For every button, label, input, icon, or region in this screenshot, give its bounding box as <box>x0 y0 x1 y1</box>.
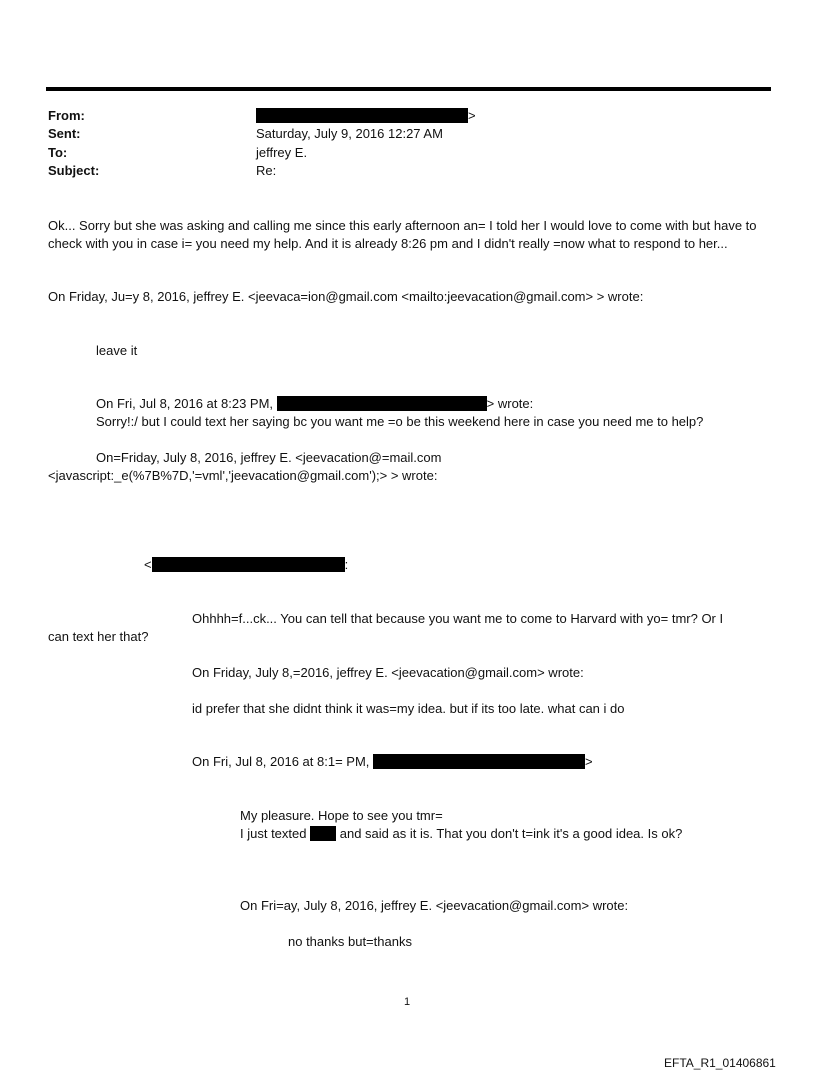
header-rule <box>46 87 771 91</box>
quote2-prefix: On Fri, Jul 8, 2016 at 8:23 PM, <box>96 396 274 411</box>
redaction-bar <box>152 557 345 572</box>
from-suffix: > <box>468 108 476 123</box>
ohhh-line-1: Ohhhh=f...ck... You can tell that because you want me to come to Harvard with yo= tmr? Or I <box>192 611 724 626</box>
from-label: From: <box>48 108 85 123</box>
prefer-line: id prefer that she didnt think it was=my idea. but if its too late. what can i do <box>192 701 625 716</box>
texted-line <box>240 826 682 841</box>
texted-suffix: and said as it is. That you don't t=ink it's a good idea. Is ok? <box>339 826 683 841</box>
redaction-bar <box>277 396 487 411</box>
colon-suffix: : <box>344 557 349 572</box>
quote-header-2 <box>96 396 533 411</box>
document-id: EFTA_R1_01406861 <box>664 1056 776 1070</box>
redaction-bar <box>373 754 585 769</box>
redaction-bar <box>256 108 468 123</box>
redacted-sender-line <box>144 557 348 572</box>
quote-header-5 <box>192 754 593 769</box>
to-label: To: <box>48 145 68 160</box>
from-value <box>256 108 476 123</box>
subject-label: Subject: <box>48 163 100 178</box>
ohhh-line-2: can text her that? <box>48 629 149 644</box>
quote-header-3b: <javascript:_e(%7B%7D,'=vml','jeevacation@gmail.com');> > wrote: <box>48 468 438 483</box>
quote-header-6: On Fri=ay, July 8, 2016, jeffrey E. <jeevacation@gmail.com> wrote: <box>240 898 629 913</box>
quote-header-3a: On=Friday, July 8, 2016, jeffrey E. <jeevacation@=mail.com <box>96 450 442 465</box>
quote5-prefix: On Fri, Jul 8, 2016 at 8:1= PM, <box>192 754 370 769</box>
sent-label: Sent: <box>48 126 81 141</box>
pleasure-line: My pleasure. Hope to see you tmr= <box>240 808 443 823</box>
sorry-line: Sorry!:/ but I could text her saying bc you want me =o be this weekend here in case you need me to help? <box>96 414 704 429</box>
quote5-suffix: > <box>585 754 593 769</box>
to-value: jeffrey E. <box>256 145 308 160</box>
redaction-bar <box>310 826 336 841</box>
quote2-suffix: > wrote: <box>486 396 534 411</box>
lt-prefix: < <box>144 557 152 572</box>
message-paragraph: Ok... Sorry but she was asking and calling me since this early afternoon an= I told her I would love to come with but have to check with you in case i= you need my help. And it is already 8:26 pm and I didn't really =now what to respond to her... <box>48 218 757 251</box>
texted-prefix: I just texted <box>240 826 307 841</box>
quote-header-1: On Friday, Ju=y 8, 2016, jeffrey E. <jeevaca=ion@gmail.com <mailto:jeevacation@gmail.com> > wrote: <box>48 289 644 304</box>
page-number: 1 <box>404 996 411 1008</box>
quote-header-4: On Friday, July 8,=2016, jeffrey E. <jeevacation@gmail.com> wrote: <box>192 665 584 680</box>
no-thanks-line: no thanks but=thanks <box>288 934 412 949</box>
subject-value: Re: <box>256 163 277 178</box>
sent-value: Saturday, July 9, 2016 12:27 AM <box>256 126 443 141</box>
leave-it-line: leave it <box>96 343 138 358</box>
